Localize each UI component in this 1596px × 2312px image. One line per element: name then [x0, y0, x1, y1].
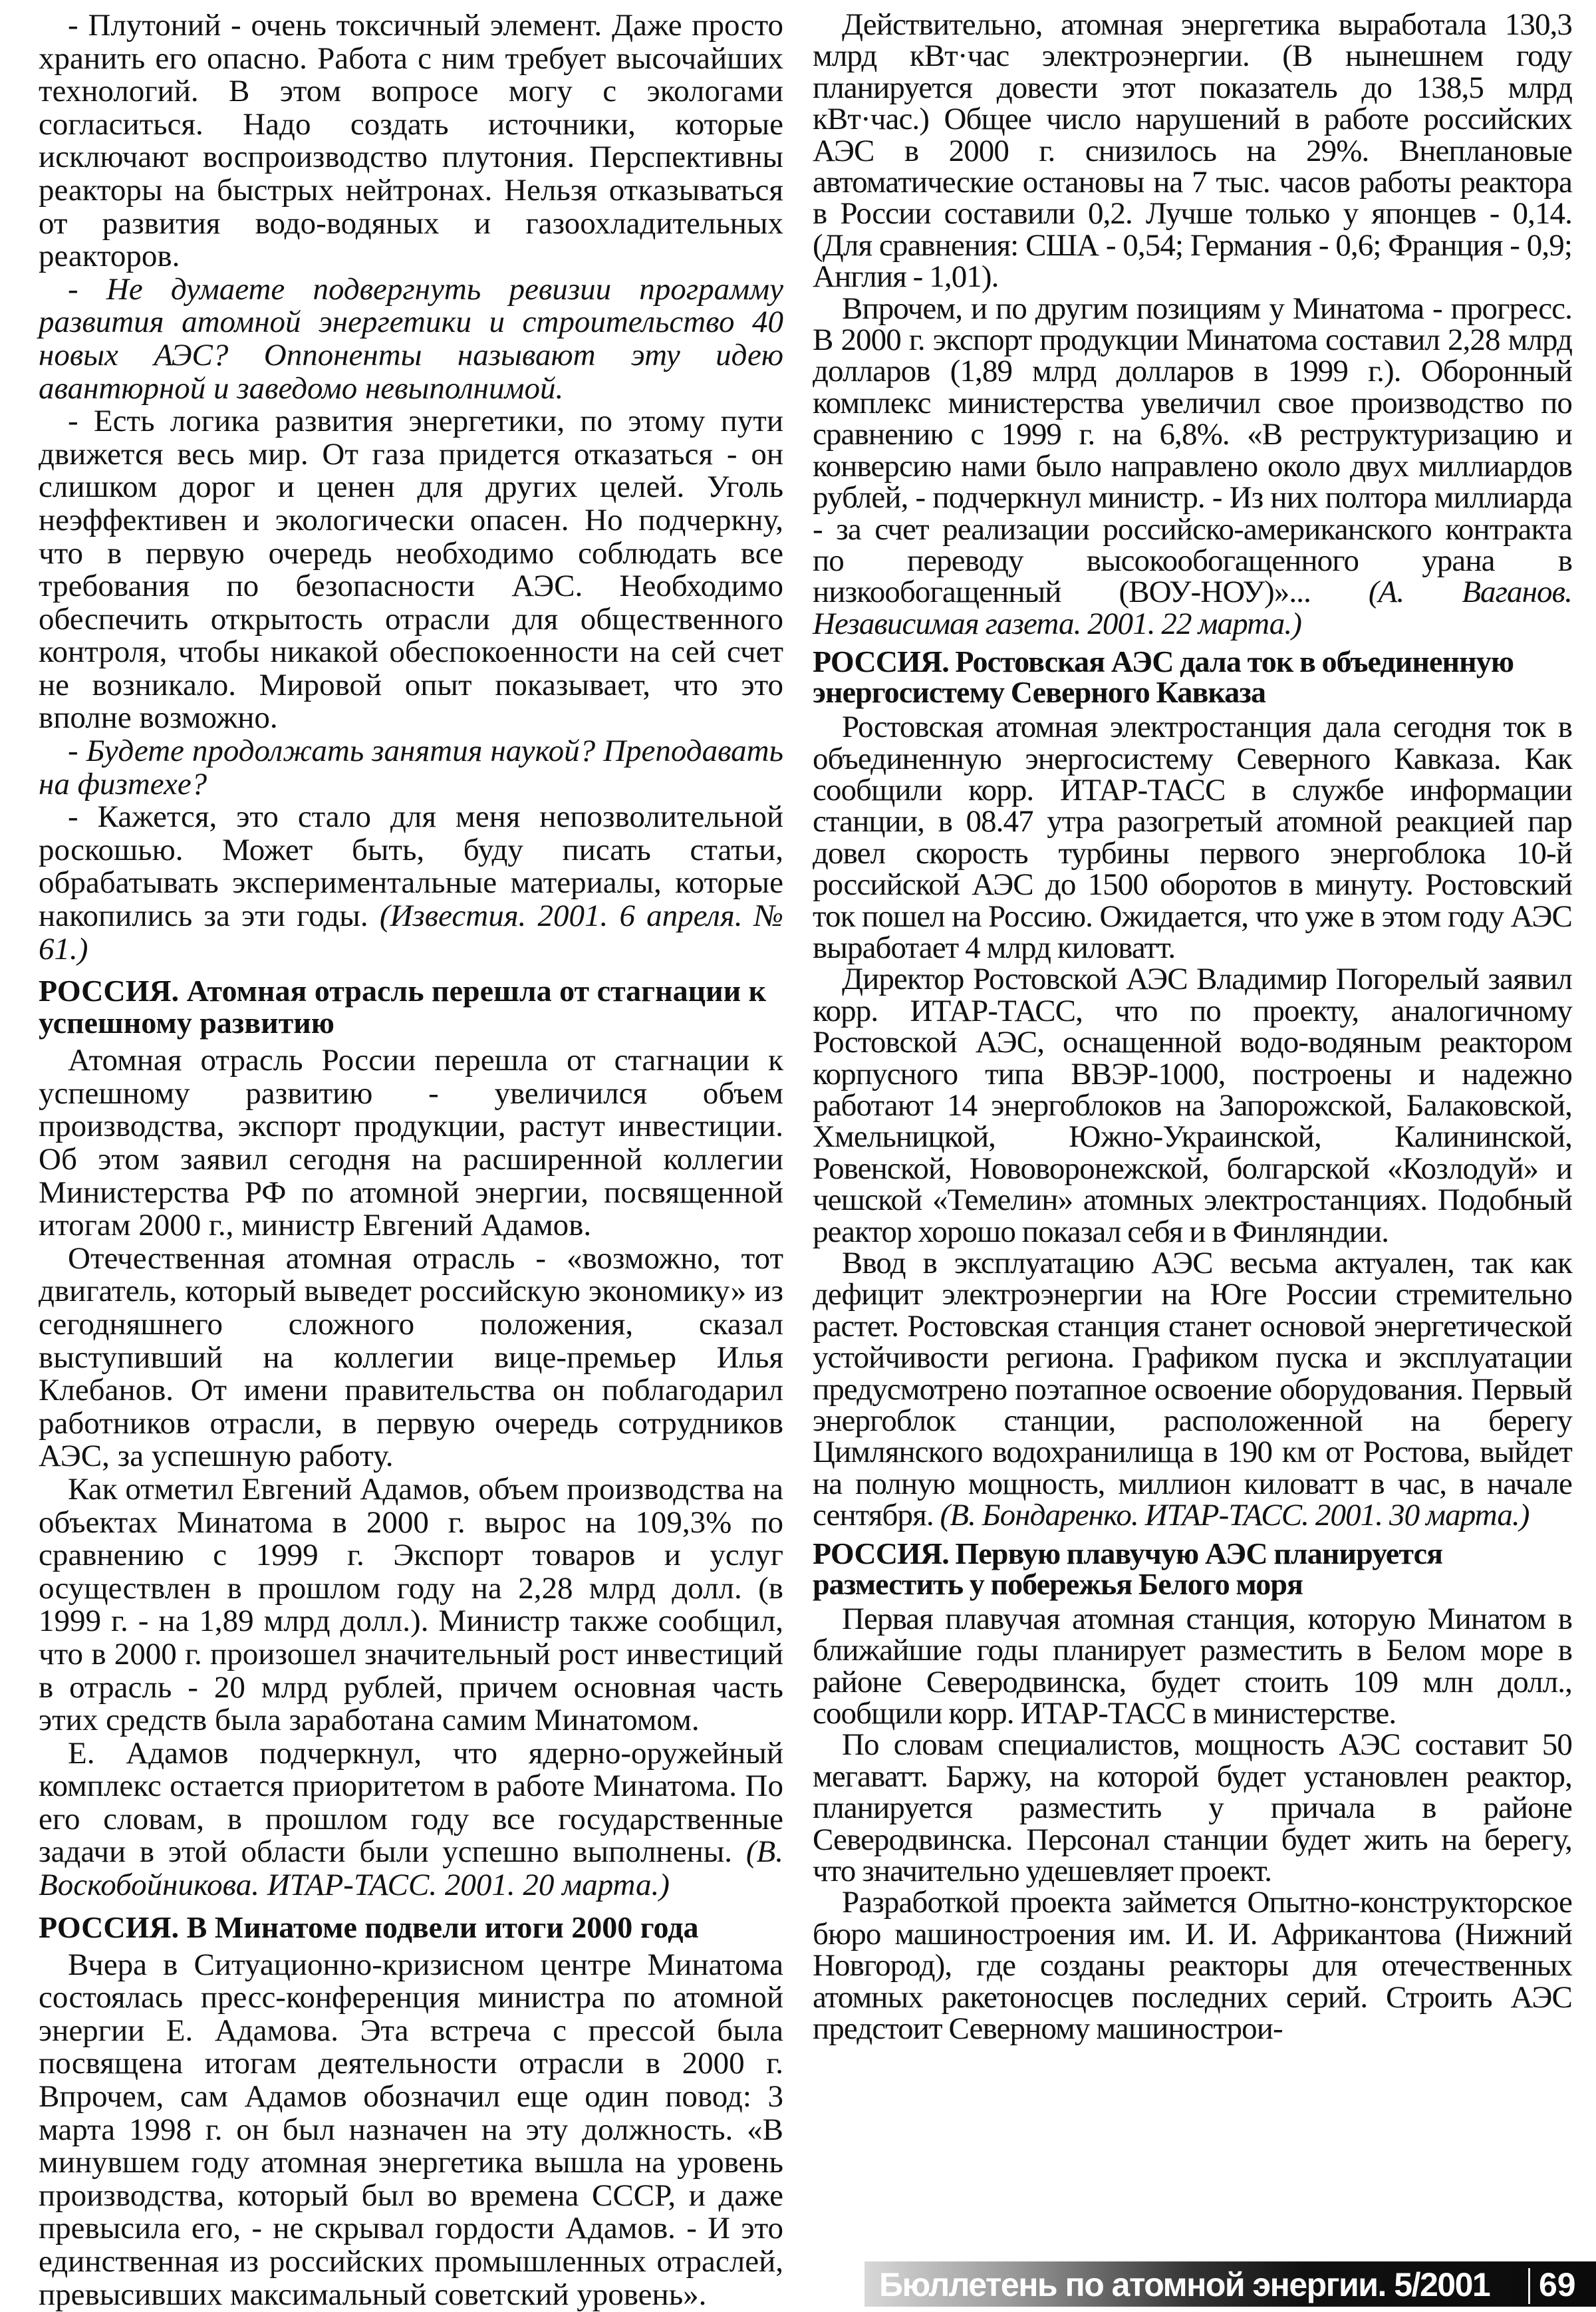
- paragraph: [39, 405, 783, 735]
- paragraph: [813, 1248, 1572, 1532]
- paragraph-text: Е. Адамов подчеркнул, что ядерно-оружейный комплекс остается приоритетом в работе Минатома. По его словам, в прошлом году все государственные задачи в этой области были успешно выполнены.: [39, 1735, 783, 1870]
- paragraph-text: - Есть логика развития энергетики, по этому пути движется весь мир. От газа придется отказаться - он слишком дорог и ценен для других целей. Уголь неэффективен и экологически опасен. Но подчеркну, что в первую очередь необходимо соблюдать все требования по безопасности АЭС. Необходимо обеспечить открытость отрасли для общественного контроля, чтобы никакой обеспокоенности на сей счет не возникало. Мировой опыт показывает, что это вполне возможно.: [39, 404, 783, 736]
- article-headline: [813, 647, 1572, 708]
- paragraph-text: - Плутоний - очень токсичный элемент. Даже просто хранить его опасно. Работа с ним требует высочайших технологий. В этом вопросе могу с экологами согласиться. Надо создать источники, которые исключают воспроизводство плутония. Перспективны реакторы на быстрых нейтронах. Нельзя отказываться от развития водо-водяных и газоохладительных реакторов.: [39, 8, 783, 274]
- article-headline: [813, 1538, 1572, 1600]
- source-citation: (А. Ваганов. Независимая газета. 2001. 22 марта.): [813, 575, 1573, 641]
- headline-text: РОССИЯ. В Минатоме подвели итоги 2000 года: [39, 1910, 699, 1944]
- left-column: [39, 9, 783, 2311]
- paragraph-text: Директор Ростовской АЭС Владимир Погорелый заявил корр. ИТАР-ТАСС, что по проекту, аналогичному Ростовской АЭС, оснащенной водо-водяным реактором корпусного типа ВВЭР-1000, построены и надежно работают 14 энергоблоков на Запорожской, Балаковской, Хмельницкой, Южно-Украинской, Калининской, Ровенской, Нововоронежской, болгарской «Козлодуй» и чешской «Темелин» атомных электростанциях. Подобный реактор хорошо показал себя и в Финляндии.: [813, 962, 1572, 1249]
- paragraph: [39, 273, 783, 405]
- paragraph: [39, 9, 783, 273]
- journal-title: Бюллетень по атомной энергии. 5/2001: [879, 2266, 1490, 2303]
- right-column: [813, 9, 1572, 2045]
- paragraph-text: Атомная отрасль России перешла от стагнации к успешному развитию - увеличился объем производства, экспорт продукции, растут инвестиции. Об этом заявил сегодня на расширенной коллегии Министерства РФ по атомной энергии, посвященной итогам 2000 г., министр Евгений Адамов.: [39, 1043, 783, 1243]
- paragraph-text: Ростовская атомная электростанция дала сегодня ток в объединенную энергосистему Северного Кавказа. Как сообщили корр. ИТАР-ТАСС в службе информации станции, в 08.47 утра разогретый атомной реакцией пар довел скорость турбины первого энергоблока 10-й российской АЭС до 1500 оборотов в минуту. Ростовский ток пошел на Россию. Ожидается, что уже в этом году АЭС выработает 4 млрд киловатт.: [813, 710, 1572, 965]
- paragraph: [813, 293, 1572, 640]
- interview-question: - Не думаете подвергнуть ревизии программу развития атомной энергетики и строительство 40 новых АЭС? Оппоненты называют эту идею авантюрной и заведомо невыполнимой.: [39, 271, 783, 406]
- paragraph: [813, 712, 1572, 964]
- interview-question: - Будете продолжать занятия наукой? Преподавать на физтехе?: [39, 734, 783, 801]
- paragraph: [813, 1601, 1572, 1731]
- paragraph-text: Вчера в Ситуационно-кризисном центре Минатома состоялась пресс-конференция министра по атомной энергии Е. Адамова. Эта встреча с прессой была посвящена итогам деятельности отрасли в 2000 г. Впрочем, сам Адамов обозначил еще один повод: 3 марта 1998 г. он был назначен на эту должность. «В минувшем году атомная энергетика вышла на уровень производства, который был во времена СССР, и даже превысила его, - не скрывал гордости Адамов. - И это единственная из российских промышленных отраслей, превысивших максимальный советский уровень».: [39, 1947, 783, 2312]
- article-headline: [39, 1912, 783, 1944]
- paragraph: [813, 1887, 1572, 2045]
- paragraph: [39, 1949, 783, 2312]
- headline-text: РОССИЯ. Первую плавучую АЭС планируется разместить у побережья Белого моря: [813, 1536, 1443, 1601]
- article-headline: [39, 975, 783, 1039]
- page-number: 69: [1539, 2266, 1576, 2303]
- paragraph-text: Впрочем, и по другим позициям у Минатома - прогресс. В 2000 г. экспорт продукции Минатома составил 2,28 млрд долларов (1,89 млрд долларов в 1999 г.). Оборонный комплекс министерства увеличил свое производство по сравнению с 1999 г. на 6,8%. «В реструктуризацию и конверсию нами было направлено около двух миллиардов рублей, - подчеркнул министр. - Из них полтора миллиарда - за счет реализации российско-американского контракта по переводу высокообогащенного урана в низкообогащенный (ВОУ-НОУ)»...: [813, 291, 1572, 610]
- paragraph: [813, 964, 1572, 1248]
- paragraph-text: По словам специалистов, мощность АЭС составит 50 мегаватт. Баржу, на которой будет установлен реактор, планируется разместить у причала в районе Северодвинска. Персонал станции будет жить на берегу, что значительно удешевляет проект.: [813, 1727, 1572, 1888]
- page-footer: [864, 2261, 1596, 2307]
- paragraph: [39, 1737, 783, 1902]
- footer-divider: [1528, 2268, 1530, 2304]
- source-citation: (В. Бондаренко. ИТАР-ТАСС. 2001. 30 марта.): [940, 1498, 1530, 1533]
- paragraph: [39, 1044, 783, 1242]
- paragraph: [813, 9, 1572, 293]
- paragraph-text: Первая плавучая атомная станция, которую Минатом в ближайшие годы планирует разместить в Белом море в районе Северодвинска, будет стоить 109 млн долл., сообщили корр. ИТАР-ТАСС в министерстве.: [813, 1601, 1572, 1731]
- paragraph-text: Действительно, атомная энергетика выработала 130,3 млрд кВт·час электроэнергии. (В нынешнем году планируется довести этот показатель до 138,5 млрд кВт·час.) Общее число нарушений в работе российских АЭС в 2000 г. снизилось на 29%. Внеплановые автоматические остановы на 7 тыс. часов работы реактора в России составили 0,2. Лучше только у японцев - 0,14. (Для сравнения: США - 0,54; Германия - 0,6; Франция - 0,9; Англия - 1,01).: [813, 7, 1572, 295]
- headline-text: РОССИЯ. Ростовская АЭС дала ток в объединенную энергосистему Северного Кавказа: [813, 645, 1514, 710]
- source-citation: (В. Воскобойникова. ИТАР-ТАСС. 2001. 20 марта.): [39, 1834, 783, 1903]
- paragraph: [813, 1729, 1572, 1887]
- source-citation: (Известия. 2001. 6 апреля. № 61.): [39, 899, 783, 966]
- headline-text: РОССИЯ. Атомная отрасль перешла от стагнации к успешному развитию: [39, 974, 767, 1040]
- paragraph-text: Отечественная атомная отрасль - «возможно, тот двигатель, который выведет российскую экономику» из сегодняшнего сложного положения, сказал выступивший на коллегии вице-премьер Илья Клебанов. От имени правительства он поблагодарил работников отрасли, в первую очередь сотрудников АЭС, за успешную работу.: [39, 1240, 783, 1474]
- paragraph: [39, 735, 783, 801]
- paragraph: [39, 1242, 783, 1473]
- paragraph-text: Ввод в эксплуатацию АЭС весьма актуален, так как дефицит электроэнергии на Юге России стремительно растет. Ростовская станция станет основой энергетической устойчивости региона. Графиком пуска и эксплуатации предусмотрено поэтапное освоение оборудования. Первый энергоблок станции, расположенной на берегу Цимлянского водохранилища в 190 км от Ростова, выйдет на полную мощность, миллион киловатт в час, в начале сентября.: [813, 1246, 1572, 1533]
- paragraph-text: - Кажется, это стало для меня непозволительной роскошью. Может быть, буду писать статьи, обрабатывать экспериментальные материалы, которые накопились за эти годы.: [39, 799, 783, 934]
- paragraph-text: Разработкой проекта займется Опытно-конструкторское бюро машиностроения им. И. И. Африкантова (Нижний Новгород), где созданы реакторы для отечественных атомных ракетоносцев последних серий. Строить АЭС предстоит Северному машинострои-: [813, 1885, 1572, 2046]
- paragraph: [39, 1473, 783, 1737]
- paragraph-text: Как отметил Евгений Адамов, объем производства на объектах Минатома в 2000 г. вырос на 109,3% по сравнению с 1999 г. Экспорт товаров и услуг осуществлен в прошлом году на 2,28 млрд долл. (в 1999 г. - на 1,89 млрд долл.). Министр также сообщил, что в 2000 г. произошел значительный рост инвестиций в отрасль - 20 млрд рублей, причем основная часть этих средств была заработана самим Минатомом.: [39, 1471, 783, 1738]
- paragraph: [39, 801, 783, 966]
